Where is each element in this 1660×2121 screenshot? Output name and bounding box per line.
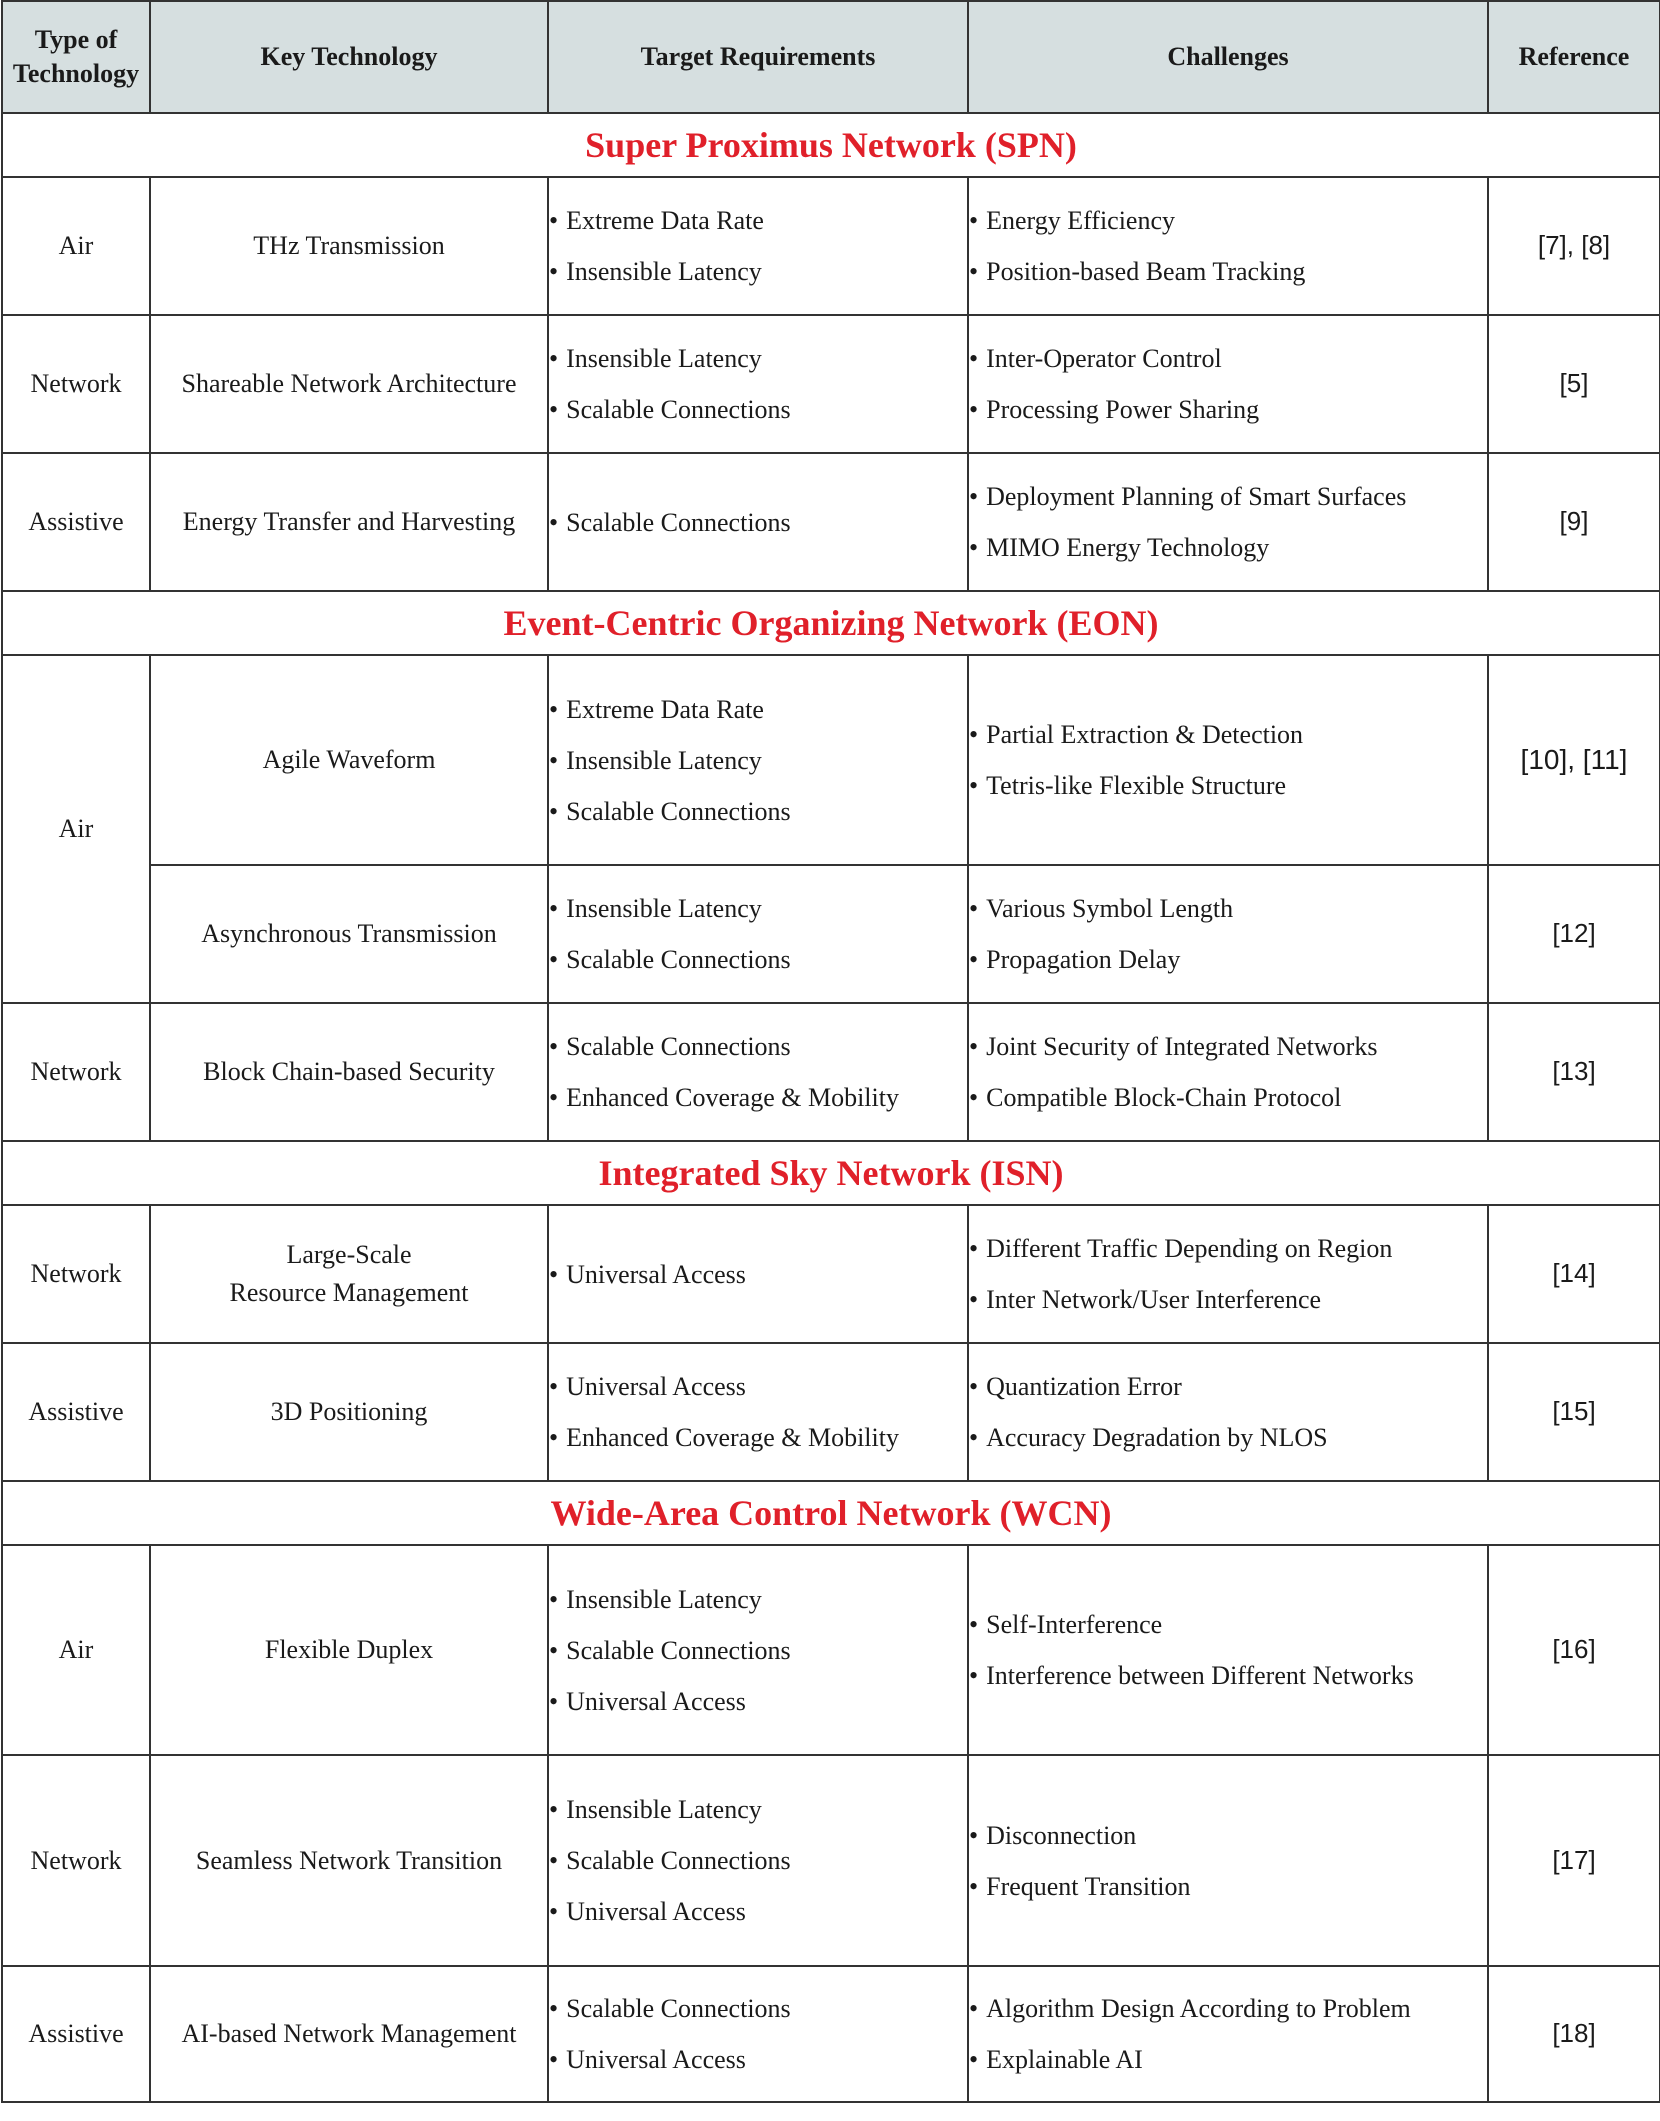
target-requirements-cell xyxy=(548,1755,968,1966)
type-cell: Assistive xyxy=(2,1343,150,1481)
list-item: • Insensible Latency xyxy=(549,1784,967,1835)
list-item: • Accuracy Degradation by NLOS xyxy=(969,1412,1487,1463)
target-requirements-cell xyxy=(548,1343,968,1481)
challenges-cell xyxy=(968,1755,1488,1966)
list-item: • Inter-Operator Control xyxy=(969,333,1487,384)
list-item: • Universal Access xyxy=(549,1361,967,1412)
list-item: • Scalable Connections xyxy=(549,1625,967,1676)
challenges-cell xyxy=(968,865,1488,1003)
list-item: • Quantization Error xyxy=(969,1361,1487,1412)
key-line: Resource Management xyxy=(229,1278,469,1307)
header-challenges: Challenges xyxy=(968,1,1488,113)
table-row xyxy=(2,1545,1660,1755)
list-item: • Extreme Data Rate xyxy=(549,195,967,246)
list-item: • Interference between Different Networks xyxy=(969,1650,1487,1701)
table-row xyxy=(2,177,1660,315)
key-technology-cell: Seamless Network Transition xyxy=(150,1755,548,1966)
list-item: • Scalable Connections xyxy=(549,1021,967,1072)
challenges-cell xyxy=(968,315,1488,453)
list-item: • Frequent Transition xyxy=(969,1861,1487,1912)
list-item: • Position-based Beam Tracking xyxy=(969,246,1487,297)
list-item: • Universal Access xyxy=(549,1676,967,1727)
list-item: • Scalable Connections xyxy=(549,786,967,837)
table-row xyxy=(2,1205,1660,1343)
list-item: • Joint Security of Integrated Networks xyxy=(969,1021,1487,1072)
list-item: • Algorithm Design According to Problem xyxy=(969,1983,1487,2034)
target-requirements-cell xyxy=(548,1205,968,1343)
section-title: Integrated Sky Network (ISN) xyxy=(2,1141,1660,1205)
target-requirements-cell xyxy=(548,1545,968,1755)
section-row-eon xyxy=(2,591,1660,655)
target-requirements-cell xyxy=(548,1003,968,1141)
list-item: • Insensible Latency xyxy=(549,1574,967,1625)
list-item: • Universal Access xyxy=(549,1249,967,1300)
challenges-cell xyxy=(968,1966,1488,2102)
list-item: • Enhanced Coverage & Mobility xyxy=(549,1412,967,1463)
target-requirements-cell xyxy=(548,655,968,865)
key-technology-cell: AI-based Network Management xyxy=(150,1966,548,2102)
list-item: • Scalable Connections xyxy=(549,497,967,548)
list-item: • Disconnection xyxy=(969,1810,1487,1861)
target-requirements-cell xyxy=(548,865,968,1003)
table-row xyxy=(2,655,1660,865)
table-row xyxy=(2,315,1660,453)
list-item: • Various Symbol Length xyxy=(969,883,1487,934)
table-row xyxy=(2,865,1660,1003)
reference-cell: [5] xyxy=(1488,315,1660,453)
reference-cell: [15] xyxy=(1488,1343,1660,1481)
table-row xyxy=(2,1966,1660,2102)
key-technology-cell: Flexible Duplex xyxy=(150,1545,548,1755)
type-cell: Network xyxy=(2,1205,150,1343)
list-item: • Universal Access xyxy=(549,1886,967,1937)
list-item: • Insensible Latency xyxy=(549,333,967,384)
table-row xyxy=(2,453,1660,591)
challenges-cell xyxy=(968,655,1488,865)
list-item: • Enhanced Coverage & Mobility xyxy=(549,1072,967,1123)
type-cell: Assistive xyxy=(2,1966,150,2102)
key-line: Large-Scale xyxy=(286,1240,412,1270)
list-item: • Insensible Latency xyxy=(549,246,967,297)
list-item: • Extreme Data Rate xyxy=(549,684,967,735)
reference-cell: [14] xyxy=(1488,1205,1660,1343)
challenges-cell xyxy=(968,1205,1488,1343)
challenges-cell xyxy=(968,1545,1488,1755)
reference-cell: [9] xyxy=(1488,453,1660,591)
list-item: • Scalable Connections xyxy=(549,1983,967,2034)
list-item: • Scalable Connections xyxy=(549,384,967,435)
header-reference: Reference xyxy=(1488,1,1660,113)
section-row-wcn xyxy=(2,1481,1660,1545)
list-item: • Insensible Latency xyxy=(549,883,967,934)
list-item: • Tetris-like Flexible Structure xyxy=(969,760,1487,811)
challenges-cell xyxy=(968,177,1488,315)
challenges-cell xyxy=(968,1003,1488,1141)
key-technology-cell: Shareable Network Architecture xyxy=(150,315,548,453)
reference-cell: [17] xyxy=(1488,1755,1660,1966)
list-item: • Scalable Connections xyxy=(549,1835,967,1886)
target-requirements-cell xyxy=(548,453,968,591)
reference-cell: [12] xyxy=(1488,865,1660,1003)
list-item: • Propagation Delay xyxy=(969,934,1487,985)
target-requirements-cell xyxy=(548,315,968,453)
list-item: • Inter Network/User Interference xyxy=(969,1274,1487,1325)
reference-cell: [16] xyxy=(1488,1545,1660,1755)
header-target-requirements: Target Requirements xyxy=(548,1,968,113)
key-technology-cell: Energy Transfer and Harvesting xyxy=(150,453,548,591)
reference-cell: [18] xyxy=(1488,1966,1660,2102)
list-item: • Insensible Latency xyxy=(549,735,967,786)
type-cell: Air xyxy=(2,655,150,1003)
list-item: • Universal Access xyxy=(549,2034,967,2085)
list-item: • Self-Interference xyxy=(969,1599,1487,1650)
target-requirements-cell xyxy=(548,1966,968,2102)
list-item: • Different Traffic Depending on Region xyxy=(969,1223,1487,1274)
type-cell: Network xyxy=(2,315,150,453)
challenges-cell xyxy=(968,1343,1488,1481)
type-cell: Network xyxy=(2,1755,150,1966)
reference-cell: [7], [8] xyxy=(1488,177,1660,315)
section-title: Wide-Area Control Network (WCN) xyxy=(2,1481,1660,1545)
key-technology-cell: THz Transmission xyxy=(150,177,548,315)
type-cell: Air xyxy=(2,1545,150,1755)
challenges-cell xyxy=(968,453,1488,591)
list-item: • MIMO Energy Technology xyxy=(969,522,1487,573)
header-row xyxy=(2,1,1660,113)
reference-cell: [13] xyxy=(1488,1003,1660,1141)
technology-table xyxy=(1,0,1660,2103)
list-item: • Compatible Block-Chain Protocol xyxy=(969,1072,1487,1123)
header-key-technology: Key Technology xyxy=(150,1,548,113)
header-type-of-technology xyxy=(2,1,150,113)
list-item: • Deployment Planning of Smart Surfaces xyxy=(969,471,1487,522)
type-cell: Assistive xyxy=(2,453,150,591)
list-item: • Scalable Connections xyxy=(549,934,967,985)
section-row-spn xyxy=(2,113,1660,177)
list-item: • Explainable AI xyxy=(969,2034,1487,2085)
key-technology-cell: Block Chain-based Security xyxy=(150,1003,548,1141)
header-type-line-1: Type of xyxy=(34,25,118,55)
table-row xyxy=(2,1003,1660,1141)
target-requirements-cell xyxy=(548,177,968,315)
reference-cell: [10], [11] xyxy=(1488,655,1660,865)
list-item: • Processing Power Sharing xyxy=(969,384,1487,435)
key-technology-cell xyxy=(150,1205,548,1343)
key-technology-cell: Agile Waveform xyxy=(150,655,548,865)
header-type-line-2: Technology xyxy=(12,59,140,88)
type-cell: Network xyxy=(2,1003,150,1141)
list-item: • Energy Efficiency xyxy=(969,195,1487,246)
section-row-isn xyxy=(2,1141,1660,1205)
key-technology-cell: Asynchronous Transmission xyxy=(150,865,548,1003)
list-item: • Partial Extraction & Detection xyxy=(969,709,1487,760)
table-row xyxy=(2,1755,1660,1966)
section-title: Super Proximus Network (SPN) xyxy=(2,113,1660,177)
type-cell: Air xyxy=(2,177,150,315)
section-title: Event-Centric Organizing Network (EON) xyxy=(2,591,1660,655)
key-technology-cell: 3D Positioning xyxy=(150,1343,548,1481)
table-row xyxy=(2,1343,1660,1481)
